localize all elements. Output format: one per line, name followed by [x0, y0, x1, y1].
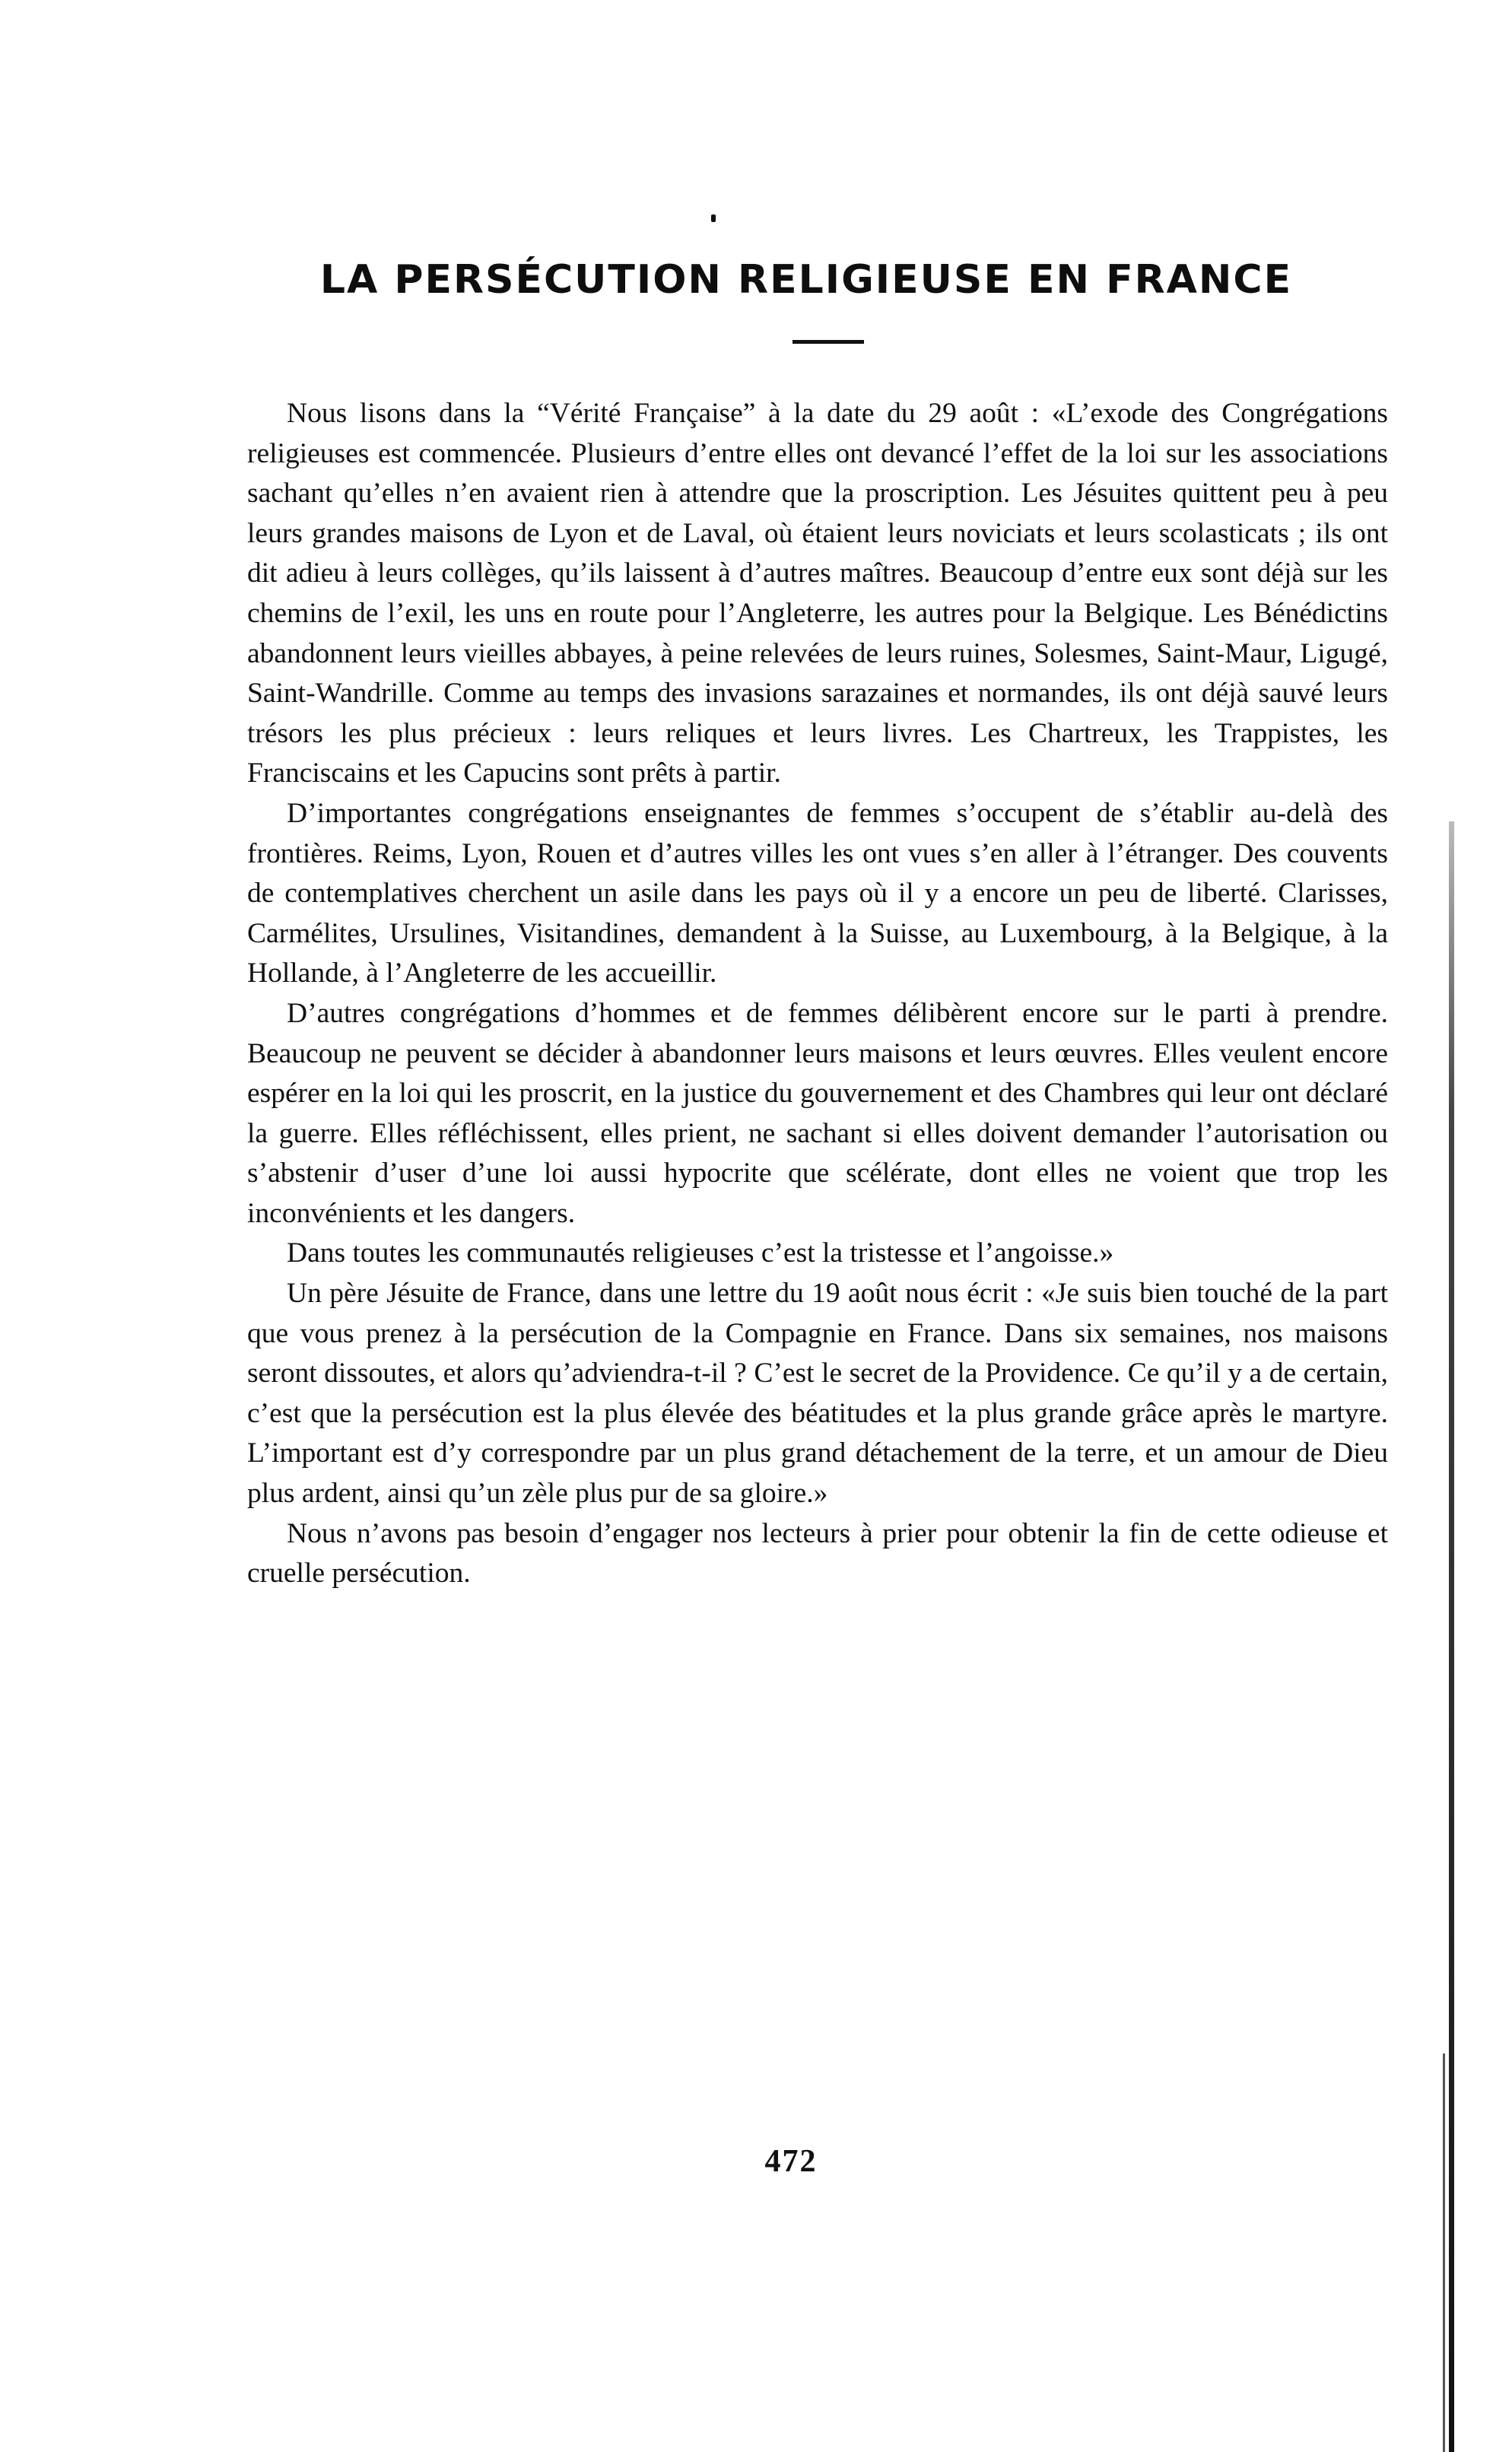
page-number: 472	[764, 2144, 818, 2179]
page-title: LA PERSÉCUTION RELIGIEUSE EN FRANCE	[319, 257, 1293, 303]
ink-speck	[711, 214, 716, 222]
paragraph: Un père Jésuite de France, dans une lettre du 19 août nous écrit : «Je suis bien touché de la part que vous prenez à la persécution de la Compagnie en France. Dans six semaines, nos maisons seront dissoutes, et alors qu’adviendra-t-il ? C’est le secret de la Providence. Ce qu’il y a de certain, c’est que la persécution est la plus élevée des béatitudes et la plus grande grâce après le martyre. L’important est d’y correspondre par un plus grand détachement de la terre, et un amour de Dieu plus ardent, ainsi qu’un zèle plus pur de sa gloire.»	[247, 1278, 1388, 1510]
paragraph: Dans toutes les communautés religieuses c’est la tristesse et l’angoisse.»	[287, 1237, 1114, 1269]
title-rule	[793, 340, 864, 344]
page-edge-shadow	[1449, 821, 1454, 2452]
article-body	[247, 394, 1388, 1594]
paragraph: D’autres congrégations d’hommes et de femmes délibèrent encore sur le parti à prendre. Beaucoup ne peuvent se décider à abandonner leurs maisons et leurs œuvres. Elles veulent encore espérer en la loi qui les proscrit, en la justice du gouvernement et des Chambres qui leur ont déclaré la guerre. Elles réfléchissent, elles prient, ne sachant si elles doivent demander l’autorisation ou s’abstenir d’user d’une loi aussi hypocrite que scélérate, dont elles ne voient que trop les inconvénients et les dangers.	[247, 997, 1388, 1229]
paragraph: Nous lisons dans la “Vérité Française” à la date du 29 août : «L’exode des Congrégations religieuses est commencée. Plusieurs d’entre elles ont devancé l’effet de la loi sur les associations sachant qu’elles n’en avaient rien à attendre que la proscription. Les Jésuites quittent peu à peu leurs grandes maisons de Lyon et de Laval, où étaient leurs noviciats et leurs scolasticats ; ils ont dit adieu à leurs collèges, qu’ils laissent à d’autres maîtres. Beaucoup d’entre eux sont déjà sur les chemins de l’exil, les uns en route pour l’Angleterre, les autres pour la Belgique. Les Bénédictins abandonnent leurs vieilles abbayes, à peine relevées de leurs ruines, Solesmes, Saint-Maur, Ligugé, Saint-Wandrille. Comme au temps des invasions sarazaines et normandes, ils ont déjà sauvé leurs trésors les plus précieux : leurs reliques et leurs livres. Les Chartreux, les Trappistes, les Franciscains et les Capucins sont prêts à partir.	[247, 398, 1388, 789]
paragraph: D’importantes congrégations enseignantes de femmes s’occupent de s’établir au-delà des frontières. Reims, Lyon, Rouen et d’autres villes les ont vues s’en aller à l’étranger. Des couvents de contemplatives cherchent un asile dans les pays où il y a encore un peu de liberté. Clarisses, Carmélites, Ursulines, Visitandines, demandent à la Suisse, au Luxembourg, à la Belgique, à la Hollande, à l’Angleterre de les accueillir.	[247, 797, 1388, 989]
paragraph: Nous n’avons pas besoin d’engager nos lecteurs à prier pour obtenir la fin de cette odieuse et cruelle persécution.	[247, 1517, 1388, 1590]
page-edge-line	[1443, 2053, 1445, 2452]
